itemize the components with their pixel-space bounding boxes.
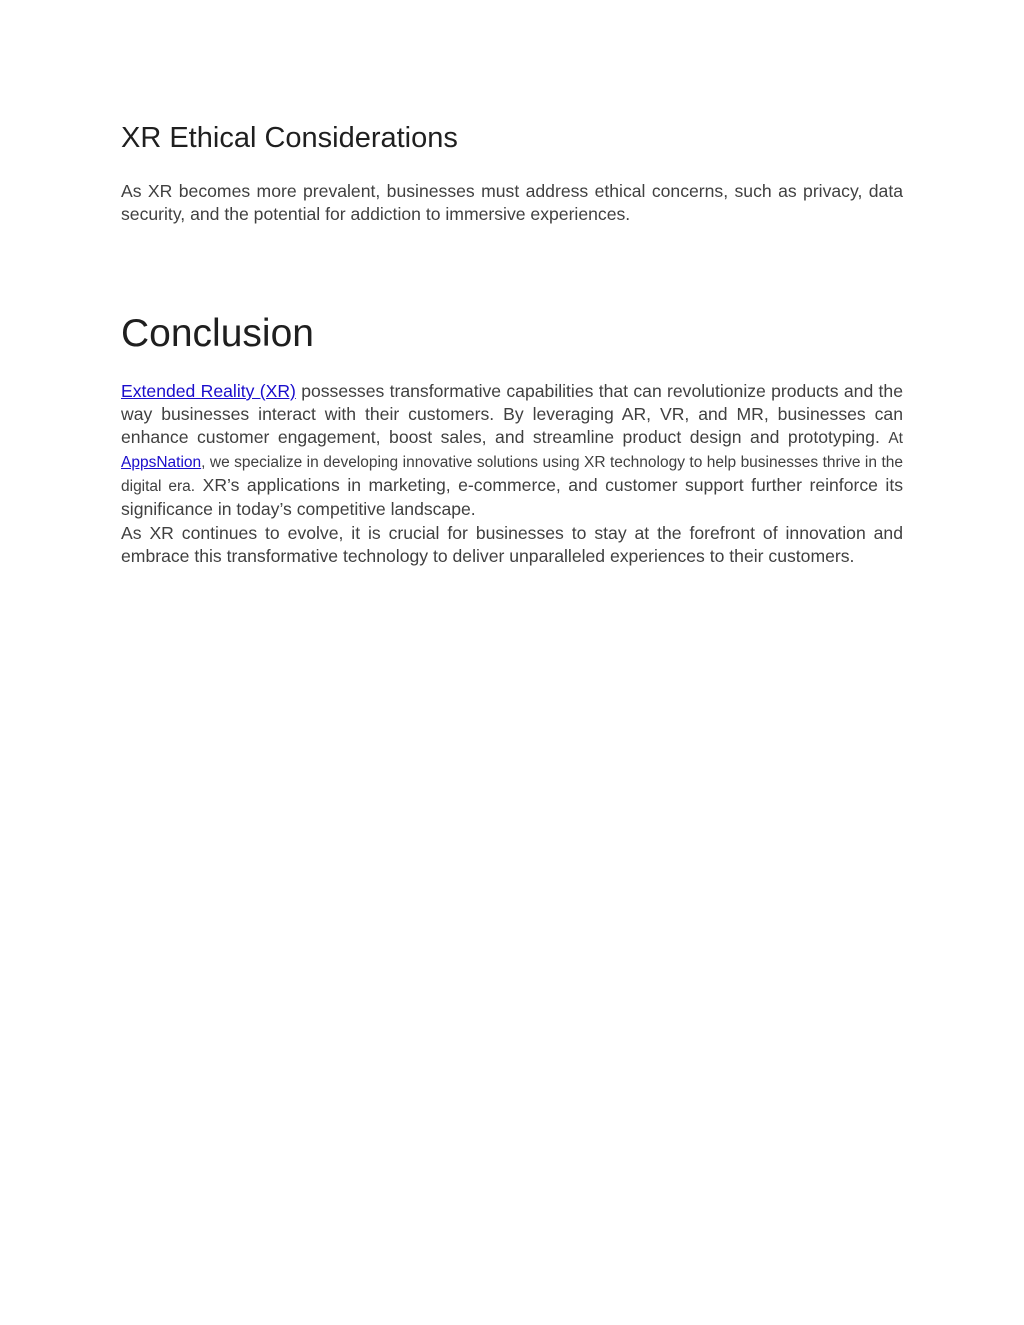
section-heading-conclusion: Conclusion — [121, 312, 314, 355]
extended-reality-link[interactable]: Extended Reality (XR) — [121, 381, 296, 401]
conclusion-small-b: , we specialize in developing innovative solutions using XR technology to help businesses thrive in the digital era. — [121, 454, 903, 496]
conclusion-final-text: As XR continues to evolve, it is crucial for businesses to stay at the forefront of innovation and embrace this transformative technology to deliver unparalleled experiences to their customers. — [121, 522, 903, 566]
appsnation-link[interactable]: AppsNation — [121, 454, 202, 472]
conclusion-paragraph — [121, 380, 903, 568]
conclusion-text-a: possesses transformative capabilities that can revolutionize products and the way businesses interact with their customers. By leveraging AR, VR, and MR, businesses can enhance customer engagement, boost sales, and streamline product design and prototyping. — [121, 381, 904, 448]
ethical-paragraph: As XR becomes more prevalent, businesses must address ethical concerns, such as privacy, data security, and the potential for addiction to immersive experiences. — [121, 181, 903, 225]
section-heading-ethical: XR Ethical Considerations — [121, 122, 458, 154]
conclusion-small-a: At — [888, 430, 903, 448]
conclusion-text-b: XR’s applications in marketing, e-commerce, and customer support further reinforce its significance in today’s competitive landscape. — [121, 475, 904, 520]
